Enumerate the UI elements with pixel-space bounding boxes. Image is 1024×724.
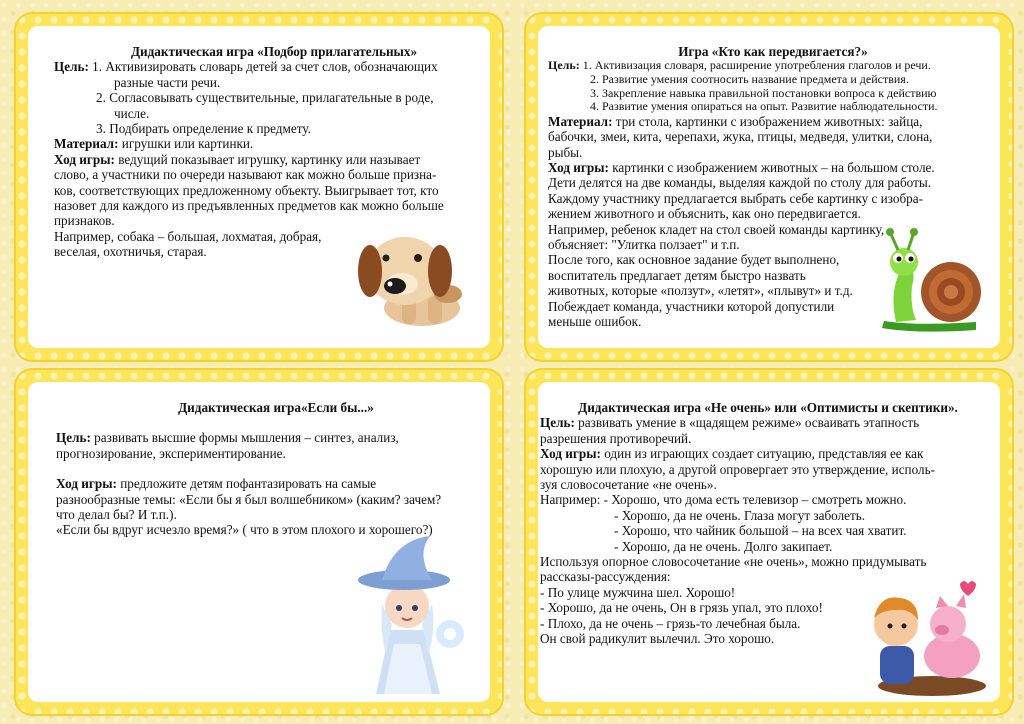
course-text: ведущий показывает игрушку, картинку или называет bbox=[114, 151, 421, 167]
course-text: Дети делятся на две команды, выделяя каждой по столу для работы. bbox=[548, 175, 932, 191]
course-label: Ход игры: bbox=[54, 151, 115, 167]
course-text: слово, а участники по очереди называют как можно больше призна- bbox=[54, 167, 437, 183]
wizard-girl-icon bbox=[346, 534, 476, 698]
story-line: - Плохо, да не очень – грязь-то лечебная была. bbox=[540, 615, 801, 631]
example-line: - Хорошо, да не очень. Долго закипает. bbox=[614, 538, 833, 554]
card-content bbox=[538, 382, 1000, 702]
puppy-icon bbox=[350, 216, 480, 331]
course-label: Ход игры: bbox=[56, 476, 117, 492]
goal-item: 1. Активизация словаря, расширение употребления глаголов и речи. bbox=[579, 58, 931, 73]
goal-item: 3. Подбирать определение к предмету. bbox=[96, 121, 311, 137]
story-line: Используя опорное словосочетание «не очень», можно придумывать bbox=[540, 554, 927, 570]
course-text: признаков. bbox=[54, 213, 115, 229]
story-line: - Хорошо, да не очень, Он в грязь упал, это плохо! bbox=[540, 600, 823, 616]
card-title: Игра «Кто как передвигается?» bbox=[678, 44, 868, 59]
goal-label: Цель: bbox=[56, 430, 91, 446]
course-text: меньше ошибок. bbox=[548, 314, 642, 330]
course-label: Ход игры: bbox=[548, 160, 609, 175]
course-text: воспитатель предлагает детям быстро назвать bbox=[548, 267, 806, 283]
example-text: Например, собака – большая, лохматая, добрая, bbox=[54, 228, 322, 244]
card-movement-game bbox=[524, 12, 1014, 362]
course-text: «Если бы вдруг исчезло время?» ( что в этом плохого и хорошего?) bbox=[56, 522, 433, 538]
card-adjectives-game bbox=[14, 12, 504, 362]
course-label: Ход игры: bbox=[540, 446, 601, 462]
course-text: зуя словосочетание «не очень». bbox=[540, 477, 717, 493]
card-content bbox=[28, 26, 490, 348]
card-title: Дидактическая игра«Если бы...» bbox=[178, 400, 374, 415]
example-text: веселая, охотничья, старая. bbox=[54, 244, 207, 260]
card-content bbox=[28, 382, 490, 702]
course-text: разнообразные темы: «Если бы я был волшебником» (каким? зачем? bbox=[56, 491, 442, 507]
course-text: что делал бы? И т.п.). bbox=[56, 507, 177, 523]
course-text: животных, которые «ползут», «летят», «плывут» и т.д. bbox=[548, 283, 853, 299]
goal-item: 3. Закрепление навыка правильной постановки вопроса к действию bbox=[590, 85, 937, 100]
goal-item: числе. bbox=[114, 105, 150, 121]
goal-item: разные части речи. bbox=[114, 74, 221, 90]
goal-text: развивать умение в «щадящем режиме» осваивать этапность bbox=[574, 415, 920, 431]
goal-text: прогнозирование, экспериментирование. bbox=[56, 445, 286, 461]
material-text: рыбы. bbox=[548, 144, 583, 160]
card-if-game bbox=[14, 368, 504, 716]
card-title: Дидактическая игра «Не очень» или «Оптимисты и скептики». bbox=[578, 400, 958, 415]
course-text: назовет для каждого из предъявленных предметов как можно больше bbox=[54, 198, 444, 214]
snail-icon bbox=[876, 226, 986, 336]
goal-item: 4. Развитие умения опираться на опыт. Развитие наблюдательности. bbox=[590, 99, 938, 114]
goal-label: Цель: bbox=[548, 58, 580, 73]
course-text: один из играющих создает ситуацию, представляя ее как bbox=[600, 446, 924, 462]
course-text: жением животного и объяснить, как оно передвигается. bbox=[548, 206, 861, 222]
course-text: Каждому участнику предлагается выбрать себе картинку с изобра- bbox=[548, 190, 924, 206]
material-text: игрушки или картинки. bbox=[118, 136, 254, 152]
card-not-very-game bbox=[524, 368, 1014, 716]
goal-label: Цель: bbox=[54, 59, 89, 75]
course-text: объясняет: "Улитка ползает" и т.п. bbox=[548, 237, 740, 253]
material-text: бабочки, змеи, кита, черепахи, жука, птицы, медведя, улитки, слона, bbox=[548, 129, 933, 145]
example-line: Например: - Хорошо, что дома есть телевизор – смотреть можно. bbox=[540, 492, 907, 508]
example-line: - Хорошо, что чайник большой – на всех чая хватит. bbox=[614, 523, 907, 539]
story-line: рассказы-рассуждения: bbox=[540, 569, 671, 585]
goal-text: разрешения противоречий. bbox=[540, 430, 692, 446]
course-text: предложите детям пофантазировать на самые bbox=[116, 476, 377, 492]
course-text: После того, как основное задание будет выполнено, bbox=[548, 252, 840, 268]
goal-text: развивать высшие формы мышления – синтез, анализ, bbox=[90, 430, 399, 446]
material-label: Материал: bbox=[548, 113, 613, 129]
course-text: картинки с изображением животных – на большом столе. bbox=[608, 160, 935, 175]
card-content bbox=[538, 26, 1000, 348]
card-title: Дидактическая игра «Подбор прилагательных» bbox=[130, 44, 418, 59]
example-line: - Хорошо, да не очень. Глаза могут заболеть. bbox=[614, 507, 866, 523]
goal-label: Цель: bbox=[540, 415, 575, 431]
story-line: Он свой радикулит вылечил. Это хорошо. bbox=[540, 631, 775, 647]
material-label: Материал: bbox=[54, 136, 119, 152]
story-line: - По улице мужчина шел. Хорошо! bbox=[540, 584, 736, 600]
goal-item: 2. Развитие умения соотносить название предмета и действия. bbox=[590, 72, 909, 86]
goal-item: 2. Согласовывать существительные, прилагательные в роде, bbox=[96, 90, 434, 106]
goal-item: 1. Активизировать словарь детей за счет слов, обозначающих bbox=[92, 59, 438, 75]
material-text: три стола, картинки с изображением животных: зайца, bbox=[612, 113, 923, 129]
course-text: Например, ребенок кладет на стол своей команды картинку, bbox=[548, 221, 885, 237]
course-text: Побеждает команда, участники которой допустили bbox=[548, 298, 835, 314]
boy-and-pig-icon bbox=[860, 574, 994, 698]
course-text: ков, соответствующих предложенному объекту. Выигрывает тот, кто bbox=[54, 182, 439, 198]
course-text: хорошую или плохую, а другой опровергает это утверждение, исполь- bbox=[540, 461, 936, 477]
